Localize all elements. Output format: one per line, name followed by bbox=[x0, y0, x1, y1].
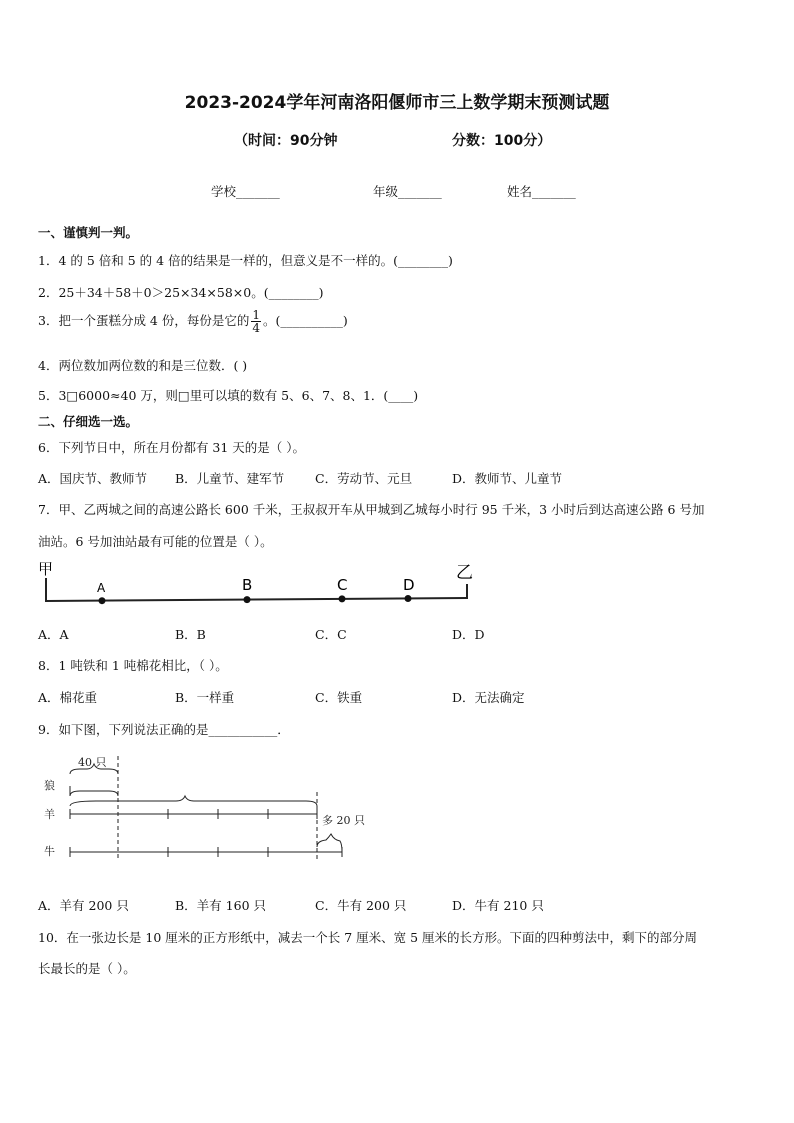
question-5: 5．3□6000≈40 万，则□里可以填的数有 5、6、7、8、1．(____) bbox=[38, 388, 419, 403]
point-d-label: D bbox=[403, 576, 415, 594]
q6-option-a[interactable]: A．国庆节、教师节 bbox=[38, 471, 148, 486]
question-7-line2: 油站。6 号加油站最有可能的位置是（ ）。 bbox=[38, 534, 273, 549]
question-10-line1: 10．在一张边长是 10 厘米的正方形纸中，减去一个长 7 厘米、宽 5 厘米的长方形。下面的四种剪法中，剩下的部分周 bbox=[38, 930, 698, 945]
point-b-label: B bbox=[242, 576, 253, 594]
name-field[interactable]: 姓名_______ bbox=[507, 184, 576, 199]
wolf-row-label: 狼 bbox=[44, 779, 55, 792]
point-d-dot bbox=[405, 595, 412, 602]
sheep-row-label: 羊 bbox=[44, 808, 55, 821]
q7-option-c[interactable]: C．C bbox=[315, 627, 347, 642]
page-title: 2023-2024学年河南洛阳偃师市三上数学期末预测试题 bbox=[184, 93, 610, 113]
section-heading-judge: 一、谨慎判一判。 bbox=[38, 225, 139, 240]
q9-option-b[interactable]: B．羊有 160 只 bbox=[175, 898, 266, 913]
extra-count-label: 多 20 只 bbox=[322, 814, 365, 827]
question-9: 9．如下图，下列说法正确的是___________． bbox=[38, 722, 290, 737]
extra-brace bbox=[317, 834, 342, 852]
animal-bar-diagram bbox=[36, 752, 376, 862]
q8-option-d[interactable]: D．无法确定 bbox=[452, 690, 525, 705]
q9-option-a[interactable]: A．羊有 200 只 bbox=[38, 898, 129, 913]
q9-option-d[interactable]: D．牛有 210 只 bbox=[452, 898, 544, 913]
question-4: 4．两位数加两位数的和是三位数．( ) bbox=[38, 358, 248, 373]
wolf-bar-brace bbox=[70, 791, 118, 796]
point-b-dot bbox=[244, 596, 251, 603]
point-c-label: C bbox=[337, 576, 348, 594]
point-a-label: A bbox=[97, 581, 106, 595]
cattle-row-label: 牛 bbox=[44, 845, 55, 858]
q7-option-a[interactable]: A．A bbox=[38, 627, 69, 642]
q8-option-a[interactable]: A．棉花重 bbox=[38, 690, 98, 705]
fraction-denominator: 4 bbox=[252, 321, 260, 335]
q6-option-c[interactable]: C．劳动节、元旦 bbox=[315, 471, 413, 486]
highway-line bbox=[46, 598, 467, 601]
exam-time: （时间：90分钟 bbox=[234, 133, 338, 149]
fraction-numerator: 1 bbox=[252, 308, 260, 322]
question-1: 1．4 的 5 倍和 5 的 4 倍的结果是一样的，但意义是不一样的。(________) bbox=[38, 253, 453, 268]
question-8: 8．1 吨铁和 1 吨棉花相比，（ ）。 bbox=[38, 658, 228, 673]
school-field[interactable]: 学校_______ bbox=[211, 184, 280, 199]
q8-option-c[interactable]: C．铁重 bbox=[315, 690, 363, 705]
question-3 bbox=[38, 309, 348, 334]
grade-field[interactable]: 年级_______ bbox=[373, 184, 442, 199]
highway-number-line-figure bbox=[36, 560, 476, 610]
exam-score: 分数：100分） bbox=[452, 133, 552, 149]
question-10-line2: 长最长的是（ ）。 bbox=[38, 961, 136, 976]
point-c-dot bbox=[339, 595, 346, 602]
section-heading-choose: 二、仔细选一选。 bbox=[38, 414, 139, 429]
q8-option-b[interactable]: B．一样重 bbox=[175, 690, 235, 705]
q9-option-c[interactable]: C．牛有 200 只 bbox=[315, 898, 407, 913]
question-7-line1: 7．甲、乙两城之间的高速公路长 600 千米，王叔叔开车从甲城到乙城每小时行 95 千米，3 小时后到达高速公路 6 号加 bbox=[38, 502, 705, 517]
question-3-text: 3．把一个蛋糕分成 4 份，每份是它的 bbox=[38, 313, 250, 328]
q6-option-d[interactable]: D．教师节、儿童节 bbox=[452, 471, 563, 486]
wolf-count-label: 40 只 bbox=[78, 756, 107, 769]
q6-option-b[interactable]: B．儿童节、建军节 bbox=[175, 471, 285, 486]
city-yi-label: 乙 bbox=[456, 563, 473, 583]
question-6: 6．下列节日中，所在月份都有 31 天的是（ ）。 bbox=[38, 440, 306, 455]
q7-option-b[interactable]: B．B bbox=[175, 627, 206, 642]
question-3-blank: 。(__________) bbox=[263, 313, 348, 328]
q7-option-d[interactable]: D．D bbox=[452, 627, 485, 642]
point-a-dot bbox=[99, 597, 106, 604]
fraction-one-quarter bbox=[251, 309, 261, 334]
question-2: 2．25＋34＋58＋0＞25×34×58×0。(________) bbox=[38, 285, 324, 300]
city-jia-label: 甲 bbox=[38, 560, 54, 578]
sheep-top-brace bbox=[70, 796, 317, 806]
